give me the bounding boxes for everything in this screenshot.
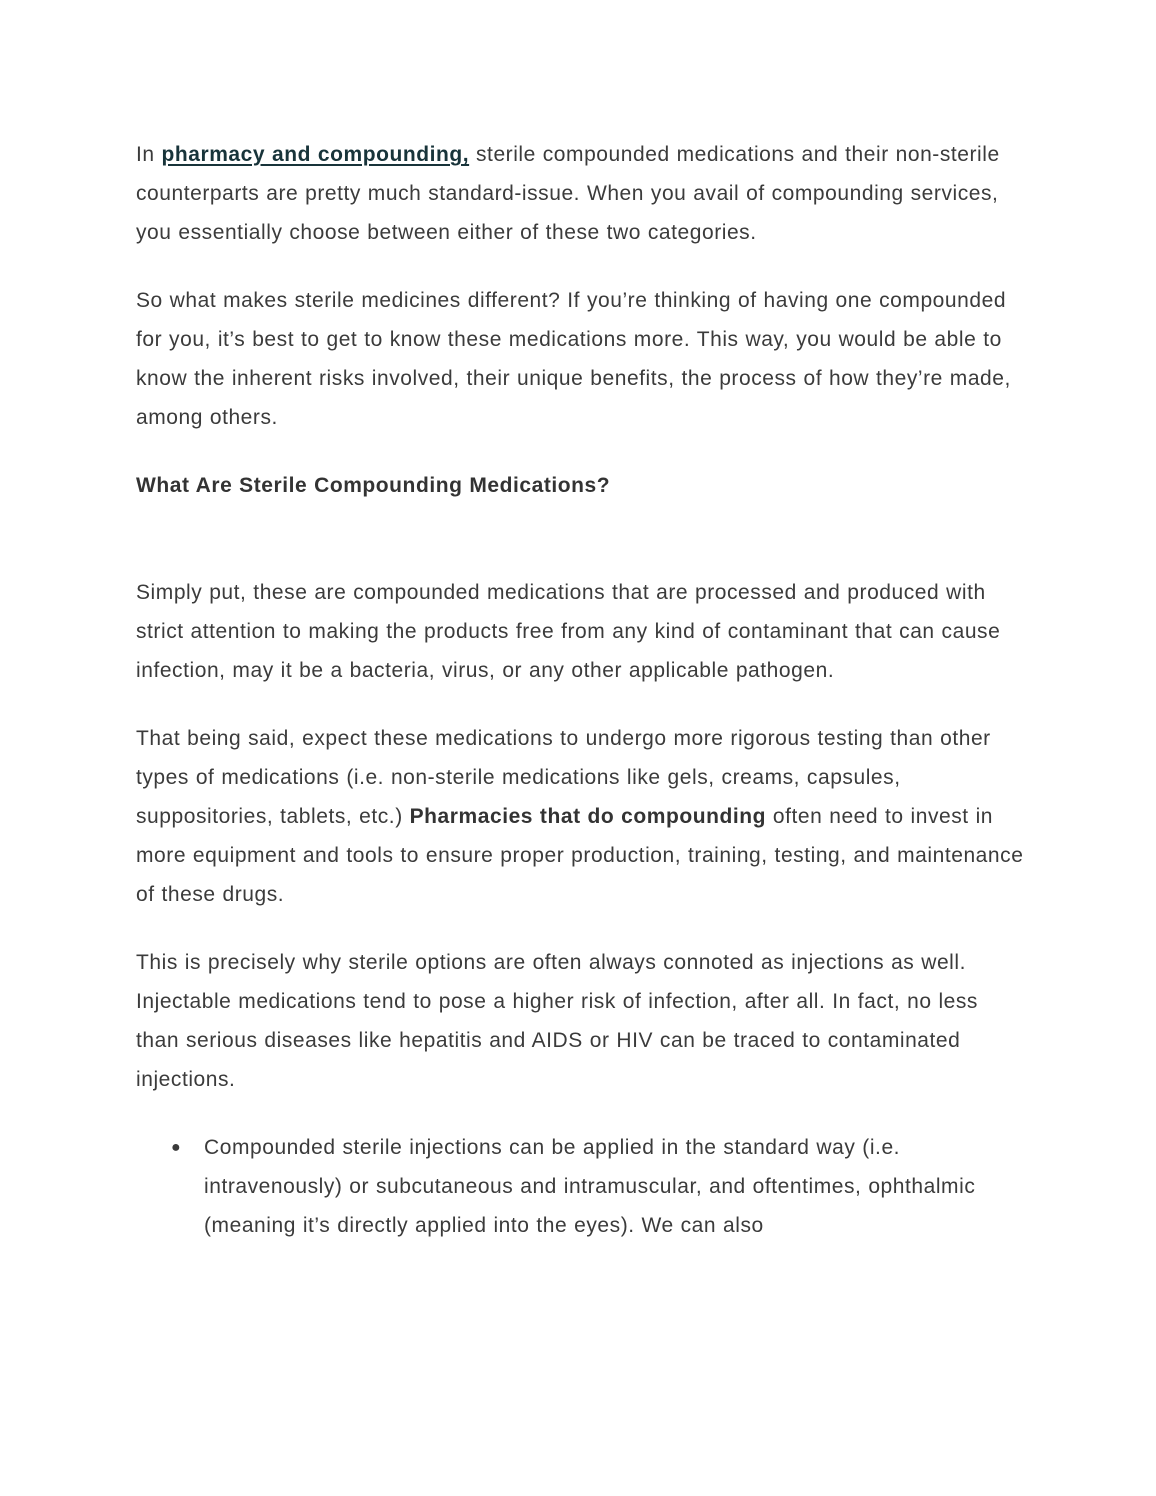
section-heading: What Are Sterile Compounding Medications? [136,474,611,497]
intro-suffix: sterile compounded medications and their non-sterile counterparts are pretty much standard-issue. When you avail of compounding services, you essentially choose between either of these two categories. [136,143,1000,244]
testing-suffix: often need to invest in more equipment and tools to ensure proper production, training, testing, and maintenance of these drugs. [136,805,1024,906]
bullet-list [136,1128,1026,1245]
pharmacies-bold-text: Pharmacies that do compounding [409,805,766,828]
intro-prefix: In [136,143,162,166]
testing-paragraph [136,719,1026,914]
sterile-difference-paragraph: So what makes sterile medicines different? If you’re thinking of having one compounded for you, it’s best to get to know these medications more. This way, you would be able to know the inherent risks involved, their unique benefits, the process of how they’re made, among others. [136,289,1011,429]
document-page [136,135,1026,1245]
injections-paragraph: This is precisely why sterile options are often always connoted as injections as well. Injectable medications tend to pose a higher risk of infection, after all. In fact, no less than serious diseases like hepatitis and AIDS or HIV can be traced to contaminated injections. [136,951,978,1091]
list-item-text: Compounded sterile injections can be applied in the standard way (i.e. intravenously) or subcutaneous and intramuscular, and oftentimes, ophthalmic (meaning it’s directly applied into the eyes). We can also [204,1136,976,1237]
list-item [171,1128,1026,1245]
pharmacy-compounding-link[interactable]: pharmacy and compounding, [161,143,470,166]
bullet-icon: ● [171,1139,182,1156]
intro-paragraph [136,135,1026,252]
testing-prefix: That being said, expect these medications to undergo more rigorous testing than other types of medications (i.e. non-sterile medications like gels, creams, capsules, suppositories, tablets, etc.) [136,727,991,828]
definition-paragraph: Simply put, these are compounded medications that are processed and produced with strict attention to making the products free from any kind of contaminant that can cause infection, may it be a bacteria, virus, or any other applicable pathogen. [136,581,1001,682]
